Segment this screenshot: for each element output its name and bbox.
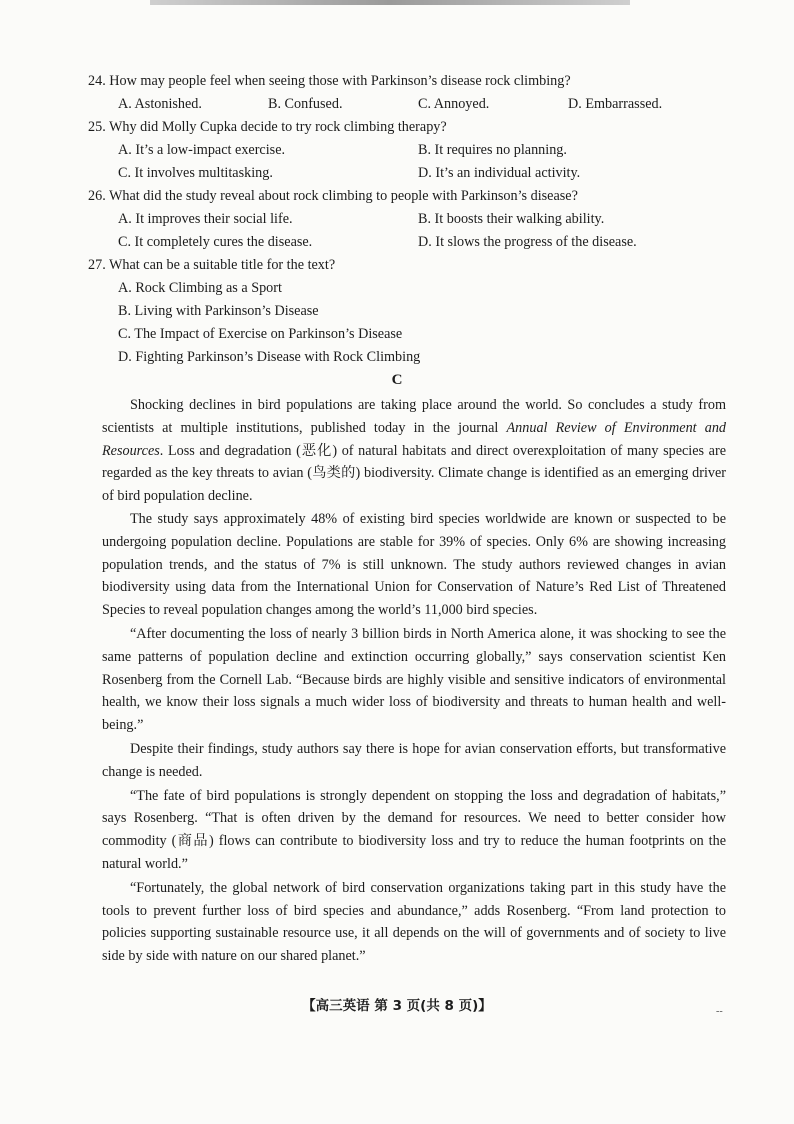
section-heading: C — [391, 372, 403, 388]
paragraph-3: “After documenting the loss of nearly 3 billion birds in North America alone, it was shocking to see the same patterns of population decline and extinction occurring globally,” says conservation scientist Ken Rosenberg from the Cornell Lab. “Because birds are highly visible and sensitive indicators of environmental health, we know their loss signals a much wider loss of biodiversity and threats to human health and well-being.” — [102, 625, 726, 734]
option-c: C. It involves multitasking. — [118, 165, 273, 181]
option-a: A. Astonished. — [118, 96, 202, 112]
scan-top-edge — [150, 0, 630, 5]
paragraph-4: Despite their findings, study authors say there is hope for avian conservation efforts, but transformative change is needed. — [102, 740, 726, 780]
option-b: B. Confused. — [268, 96, 343, 112]
option-d: D. It slows the progress of the disease. — [418, 234, 637, 250]
paragraph-text: Shocking declines in bird populations are taking place around the world. So concludes a study from scientists at multiple institutions, published today in the journal — [102, 397, 726, 436]
option-d: D. It’s an individual activity. — [418, 165, 581, 181]
option-row — [118, 231, 718, 254]
option-b: B. Living with Parkinson’s Disease — [118, 303, 319, 319]
paragraph-5: “The fate of bird populations is strongly dependent on stopping the loss and degradation of habitats,” says Rosenberg. “That is often driven by the demand for resources. We need to better consider how commodity (商品) flows can contribute to biodiversity loss and try to reduce the human footprints on the natural world.” — [102, 787, 726, 872]
question-stem: 24. How may people feel when seeing those with Parkinson’s disease rock climbing? — [88, 73, 571, 89]
option-d: D. Fighting Parkinson’s Disease with Rock Climbing — [118, 349, 421, 365]
footer-mark: -- — [716, 1006, 723, 1017]
option-a: A. Rock Climbing as a Sport — [118, 280, 282, 296]
option-c: C. It completely cures the disease. — [118, 234, 313, 250]
question-stem: 27. What can be a suitable title for the text? — [88, 257, 336, 273]
paragraph-2: The study says approximately 48% of existing bird species worldwide are known or suspected to be undergoing population decline. Populations are stable for 39% of species. Only 6% are showing increasing population trends, and the status of 7% is still unknown. The study authors reviewed changes in avian biodiversity using data from the International Union for Conservation of Nature’s Red List of Threatened Species to reveal population changes among the world’s 11,000 bird species. — [102, 510, 726, 619]
reading-passage — [102, 394, 726, 968]
option-d: D. Embarrassed. — [568, 96, 663, 112]
option-row — [118, 162, 718, 185]
option-a: A. It’s a low-impact exercise. — [118, 142, 286, 158]
option-row — [118, 139, 718, 162]
paragraph-1 — [102, 394, 726, 508]
question-25 — [88, 116, 718, 185]
option-row — [118, 93, 718, 116]
option-c: C. The Impact of Exercise on Parkinson’s Disease — [118, 326, 403, 342]
option-b: B. It requires no planning. — [418, 142, 567, 158]
paragraph-6: “Fortunately, the global network of bird conservation organizations taking part in this study have the tools to prevent further loss of bird species and abundance,” adds Rosenberg. “From land protection to policies supporting sustainable resource use, it all depends on the will of governments and of society to live side by side with nature on our shared planet.” — [102, 879, 726, 965]
journal-title: Annual Review of Environment and Resources — [102, 419, 727, 459]
page-footer: 【高三英语 第 3 页(共 8 页)】 — [302, 998, 492, 1014]
paragraph-text: . Loss and degradation (恶化) of natural habitats and direct overexploitation of many species are regarded as the key threats to avian (鸟类的) biodiversity. Climate change is identified as an emerging driver of bird population decline. — [102, 442, 726, 505]
option-a: A. It improves their social life. — [118, 211, 293, 227]
question-26 — [88, 185, 718, 254]
option-row — [118, 208, 718, 231]
option-b: B. It boosts their walking ability. — [418, 211, 605, 227]
question-27 — [88, 254, 718, 369]
question-list — [88, 70, 718, 369]
option-c: C. Annoyed. — [418, 96, 490, 112]
question-stem: 25. Why did Molly Cupka decide to try rock climbing therapy? — [88, 119, 447, 135]
question-stem: 26. What did the study reveal about rock climbing to people with Parkinson’s disease? — [88, 188, 578, 204]
question-24 — [88, 70, 718, 116]
